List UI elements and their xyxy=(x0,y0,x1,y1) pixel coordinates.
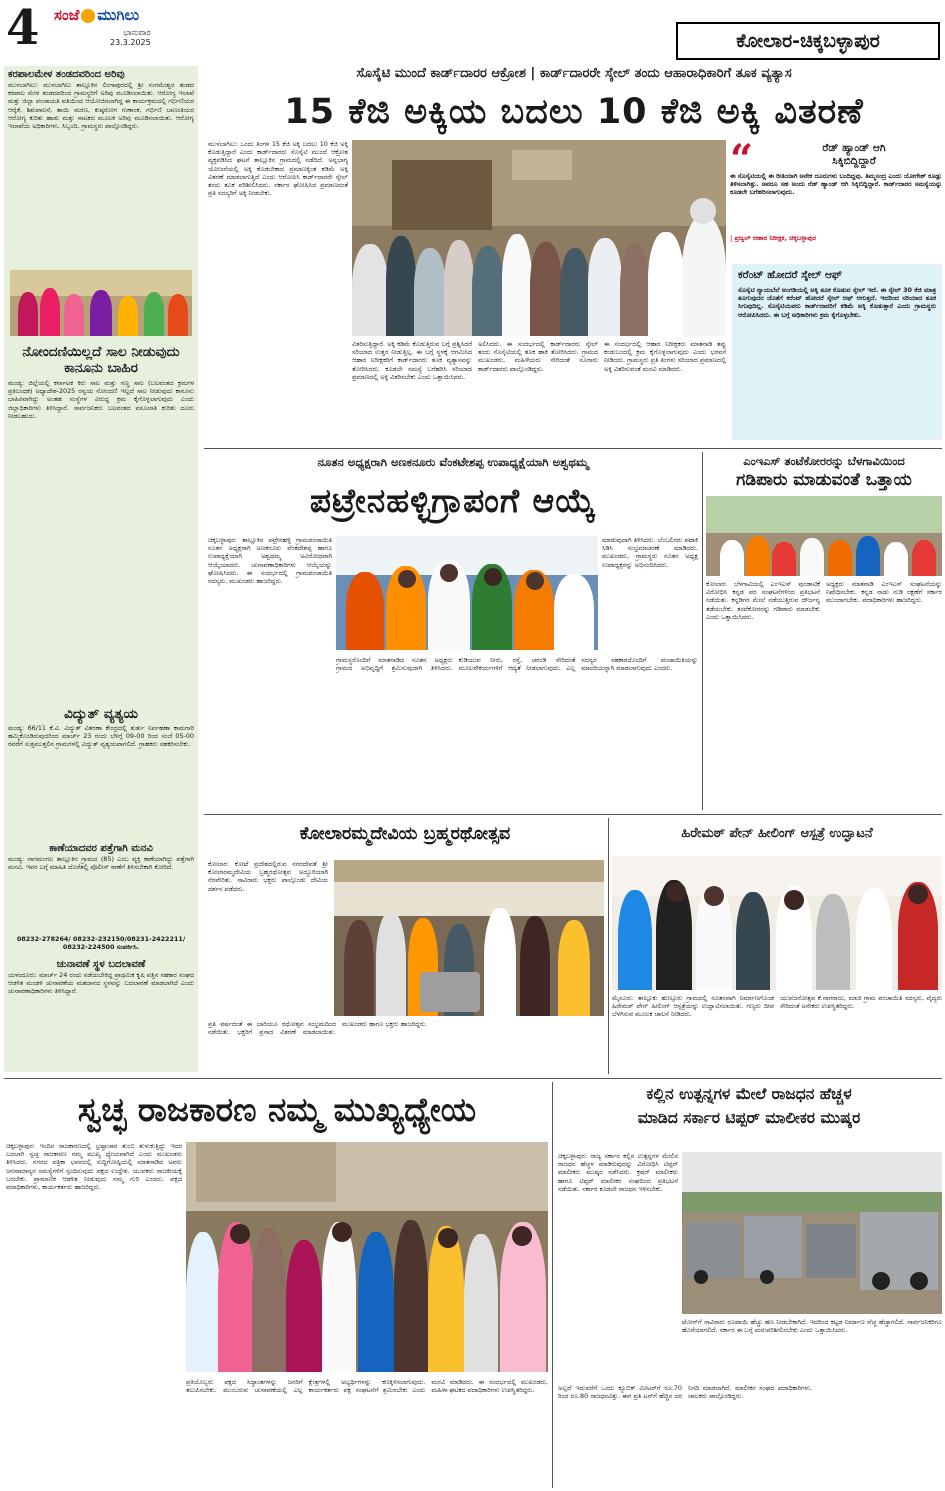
newspaper-logo xyxy=(54,6,139,24)
sun-icon xyxy=(81,9,95,23)
tipper-headline-line1: ಕಲ್ಲಿನ ಉತ್ಪನ್ನಗಳ ಮೇಲೆ ರಾಜಧನ ಹೆಚ್ಚಳ xyxy=(646,1085,852,1103)
mes-headline xyxy=(706,454,942,491)
brief-text: ಯಳಂದೂರು: ಮಾರ್ಚ್ 24 ರಂದು ನಡೆಯಬೇಕಿದ್ದ ಪ್ರಾಥಮಿಕ ಕೃಷಿ ಪತ್ತಿನ ಸಹಕಾರ ಸಂಘದ ಆಡಳಿತ ಮಂಡಳಿ ಚುನಾವಣೆಯ ಮತದಾನದ ಸ್ಥಳವನ್ನು ಬದಲಾವಣೆ ಮಾಡಲಾಗಿದೆ ಎಂದು ಚುನಾವಣಾಧಿಕಾರಿಗಳು ತಿಳಿಸಿದ್ದಾರೆ. xyxy=(8,971,194,996)
brief-text: ಮಂಡ್ಯ: ಜಿಲ್ಲೆಯಲ್ಲಿ ಕರ್ನಾಟಕ ಕಿರು ಸಾಲ ಮತ್ತು ಸಣ್ಣ ಸಾಲ (ಬಲವಂತದ ಕ್ರಮಗಳ ಪ್ರತಿಬಂಧಕ) ಅಧ್ಯಾದೇಶ-2025 ರನ್ವಯ ನೋಂದಣಿ ಇಲ್ಲದೆ ಸಾಲ ನೀಡುವುದು ಕಾನೂನು ಬಾಹಿರವಾಗಿದ್ದು ಅಂತಹ ಸಂಸ್ಥೆಗಳ ವಿರುದ್ಧ ಕ್ರಮ ಕೈಗೊಳ್ಳಲಾಗುವುದು ಎಂದು ಜಿಲ್ಲಾಧಿಕಾರಿಗಳು ತಿಳಿಸಿದ್ದಾರೆ. ಸಾರ್ವಜನಿಕರು ಬಲವಂತದ ವಸೂಲಾತಿ ಕುರಿತು ದೂರು ನೀಡಬಹುದು. xyxy=(8,379,194,420)
current-box xyxy=(732,264,942,440)
mes-headline-line1: ಎಂಇಎಸ್ ತಂಟೆಕೋರರನ್ನು ಬೆಳಗಾವಿಯಿಂದ xyxy=(743,454,905,468)
current-box-title: ಕರೆಂಟ್ ಹೋದರೆ ಸ್ಕೇಲ್ ಆಫ್ xyxy=(738,269,843,281)
panchayat-headline: ಪಟ್ರೇನಹಳ್ಳಿಗ್ರಾಪಂಗೆ ಆಯ್ಕೆ xyxy=(309,481,597,520)
temple-text-bottom: ಪ್ರತಿ ವರ್ಷದಂತೆ ಈ ಬಾರಿಯೂ ರಥೋತ್ಸವ ಸಂಭ್ರಮದಿಂದ ನಡೆಯಿತು. ಭಕ್ತರಿಗೆ ಪ್ರಸಾದ ವಿತರಣೆ ಮಾಡಲಾಯಿತು. ಮುಖಂಡರು ಹಾಗೂ ಭಕ್ತರು ಹಾಜರಿದ್ದರು. xyxy=(208,1020,428,1037)
mes-photo xyxy=(706,496,942,576)
rice-photo xyxy=(352,140,726,336)
hospital-text-col1: ಮೈಸೂರು: ತಾಲ್ಲೂಕು ಹುಣ್ಸೂರು ಗ್ರಾಮದಲ್ಲಿ ನೂತನವಾಗಿ ನಿರ್ಮಾಣಗೊಂಡ ಹಿರೇಮಠ್ ಪೇನ್ ಹೀಲಿಂಗ್ ಆಸ್ಪತ್ರೆಯನ್ನು ಉದ್ಘಾಟಿಸಲಾಯಿತು. ಗಣ್ಯರು ದೀಪ ಬೆಳಗಿಸುವ ಮೂಲಕ ಚಾಲನೆ ನೀಡಿದರು. xyxy=(612,994,774,1019)
brief-power xyxy=(8,706,194,842)
politics-text-bottom: ಪ್ರತಿಯೊಬ್ಬರು ಪಕ್ಷದ ಸಿದ್ಧಾಂತಗಳನ್ನು ಜನರಿಗೆ ತಲುಪಿಸಬೇಕು. ಮುಂಬರುವ ಚುನಾವಣೆಯಲ್ಲಿ ಎಲ್ಲ ಕ್ಷೇತ್ರಗಳಲ್ಲಿ ಅಭ್ಯರ್ಥಿಗಳನ್ನು ಕಣಕ್ಕಿಳಿಸಲಾಗುವುದು. ಕಾರ್ಯಕರ್ತರು ಪಕ್ಷ ಸಂಘಟನೆಗೆ ಶ್ರಮಿಸಬೇಕು ಎಂದು ಮನವಿ ಮಾಡಿದರು. ಈ ಸಂದರ್ಭದಲ್ಲಿ ಮುಖಂಡರು, ಮಹಿಳಾ ಘಟಕದ ಪದಾಧಿಕಾರಿಗಳು ಉಪಸ್ಥಿತರಿದ್ದರು. xyxy=(186,1378,548,1395)
quote-box xyxy=(730,136,942,246)
politics-headline: ಸ್ವಚ್ಛ ರಾಜಕಾರಣ ನಮ್ಮ ಮುಖ್ಯಧ್ಯೇಯ xyxy=(77,1090,477,1129)
masthead xyxy=(0,0,945,62)
brief-text: ಮುಳಬಾಗಿಲು: ಮುಳಬಾಗಿಲು ತಾಲ್ಲೂಕಿನ ಲಿಂಗಾಪುರದಲ್ಲಿ ಶ್ರೀ ಸಂಗಮೇಶ್ವರ ತಂಡದ ಕರಪಾಲ ಮೇಳ ತಂಡದವರಿಂದ ಗ್ರಾಮಸ್ಥರಿಗೆ ಅರಿವು ಮೂಡಿಸಲಾಯಿತು. ಆರೋಗ್ಯ ಇಲಾಖೆ ಮತ್ತು ಜಿಲ್ಲಾ ಪಂಚಾಯತಿ ವತಿಯಿಂದ ಆಯೋಜಿಸಲಾಗಿದ್ದ ಈ ಕಾರ್ಯಕ್ರಮದಲ್ಲಿ ಗರ್ಭಿಣಿಯರ ಆರೈಕೆ, ಶಿಶುಪಾಲನೆ, ತಾಯಿ ಮರಣ, ಕುಷ್ಠರೋಗ ಗುಣಾಂಕ, ಗರ್ಭಿಣಿ ಬಾಣಂತಿಯರ ಆರೋಗ್ಯ ಕುರಿತು ಹಾಡು ಮತ್ತು ನಾಟಕದ ಮೂಲಕ ಅರಿವು ಮೂಡಿಸಲಾಯಿತು. ಆರೋಗ್ಯ ಇಲಾಖೆಯ ಅಧಿಕಾರಿಗಳು, ಸಿಬ್ಬಂದಿ, ಗ್ರಾಮಸ್ಥರು ಪಾಲ್ಗೊಂಡಿದ್ದರು. xyxy=(8,81,194,131)
brief-phones: 08232-278264/ 08232-232150/08231-2422211/ 08232-224500 ಸಂಪರ್ಕಿಸಿ. xyxy=(16,935,186,952)
temple-photo xyxy=(334,860,604,1016)
temple-text-col1: ಕೋಲಾರ: ಕೋಟೆ ಪ್ರದೇಶದಲ್ಲಿರುವ ನಗರದೇವತೆ ಶ್ರೀ ಕೋಲಾರಮ್ಮದೇವಿಯ ಬ್ರಹ್ಮರಥೋತ್ಸವ ಅದ್ದೂರಿಯಾಗಿ ನೆರವೇರಿತು. ಸಾವಿರಾರು ಭಕ್ತರು ಪಾಲ್ಗೊಂಡು ದೇವಿಯ ದರ್ಶನ ಪಡೆದರು. xyxy=(208,860,328,893)
quote-title-line2: ಸಿಕ್ಕಿಬಿದ್ದಿದ್ದಾರೆ xyxy=(832,155,876,167)
current-box-text: ಸೊಸೈಟಿ ನ್ಯಾಯಬೆಲೆ ಅಂಗಡಿಯಲ್ಲಿ ಅಕ್ಕಿ ತೂಕ ಕೊಡುವ ಸ್ಕೇಲ್ ಇದೆ. ಈ ಸ್ಕೇಲ್ 30 ಕೆಜಿ ಮಾತ್ರ ತೂಗುವುದರ ಜೊತೆಗೆ ಕರೆಂಟ್ ಹೋದರೆ ಸ್ಕೇಲ್ ಆಫ್ ಆಗುತ್ತದೆ. ಇದರಿಂದ ಸರಿಯಾದ ತೂಕ ಸಿಗುವುದಿಲ್ಲ. ಸೊಸೈಟಿಯವರು ಕಾರ್ಡ್‌ದಾರರಿಗೆ ಕಡಿಮೆ ಅಕ್ಕಿ ಕೊಡುತ್ತಾರೆ ಎಂದು ಗ್ರಾಮಸ್ಥರು ಆರೋಪಿಸಿದರು. ಈ ಬಗ್ಗೆ ಅಧಿಕಾರಿಗಳು ಕ್ರಮ ಕೈಗೊಳ್ಳಬೇಕು. xyxy=(738,286,936,319)
hospital-headline: ಹಿರೇಮಠ್ ಪೇನ್ ಹೀಲಿಂಗ್ ಆಸ್ಪತ್ರೆ ಉದ್ಘಾಟನೆ xyxy=(681,826,873,841)
brief-missing xyxy=(8,842,194,951)
hospital-photo xyxy=(612,856,942,990)
politics-text-col1: ಚಿಕ್ಕಬಳ್ಳಾಪುರ: ಇಂದಿನ ರಾಜಕಾರಣದಲ್ಲಿ ಭ್ರಷ್ಟಾಚಾರ ತುಂಬಿ ತುಳುಕುತ್ತಿದ್ದು ಇದರ ಬದಲಾಗಿ ಸ್ವಚ್ಛ ರಾಜಕಾರಣ ನಮ್ಮ ಮುಖ್ಯ ಧ್ಯೇಯವಾಗಿದೆ ಎಂದು ಮುಖಂಡರು ತಿಳಿಸಿದರು. ನಗರದ ಪತ್ರಿಕಾ ಭವನದಲ್ಲಿ ಸುದ್ದಿಗೋಷ್ಠಿಯಲ್ಲಿ ಮಾತನಾಡಿದ ಅವರು ಜನಸಾಮಾನ್ಯರ ಸಮಸ್ಯೆಗಳಿಗೆ ಸ್ಪಂದಿಸುವುದು ಪಕ್ಷದ ಉದ್ದೇಶ. ಯುವಕರು ರಾಜಕೀಯಕ್ಕೆ ಬರಬೇಕು. ಪ್ರಾಮಾಣಿಕ ಆಡಳಿತ ನೀಡುವುದು ನಮ್ಮ ಗುರಿ ಎಂದರು. ಪಕ್ಷದ ಪದಾಧಿಕಾರಿಗಳು, ಕಾರ್ಯಕರ್ತರು ಹಾಜರಿದ್ದರು. xyxy=(6,1142,182,1192)
brief-title: ಕರಪಾಲಮೇಳ ತಂಡದವರಿಂದ ಅರಿವು xyxy=(8,69,125,80)
brief-text: ಮಂಡ್ಯ: 66/11 ಕೆ.ವಿ. ವಿದ್ಯುತ್ ವಿತರಣಾ ಕೇಂದ್ರದಲ್ಲಿ ತುರ್ತು ನಿರ್ವಹಣಾ ಕಾಮಗಾರಿ ಹಮ್ಮಿಕೊಂಡಿರುವುದರಿಂದ ಮಾರ್ಚ್ 23 ರಂದು ಬೆಳಿಗ್ಗೆ 09-00 ರಿಂದ ಸಂಜೆ 05-00 ರವರೆಗೆ ಸುತ್ತಮುತ್ತಲಿನ ಗ್ರಾಮಗಳಲ್ಲಿ ವಿದ್ಯುತ್ ವ್ಯತ್ಯಯವಾಗಲಿದೆ. ಗ್ರಾಹಕರು ಸಹಕರಿಸಬೇಕು. xyxy=(8,724,194,749)
tipper-headline xyxy=(556,1082,942,1130)
brief-karapala xyxy=(8,68,194,265)
brief-title: ಕಾಣೆಯಾದವರ ಪತ್ತೆಗಾಗಿ ಮನವಿ xyxy=(49,843,153,854)
tipper-text-col2: ಟೋನ್‌ಗೆ ಸಾವಿರಾರು ರೂಪಾಯಿ ಹೆಚ್ಚು ಹಣ ನೀಡಬೇಕಾಗಿದೆ. ಇದರಿಂದ ಕಟ್ಟಡ ನಿರ್ಮಾಣ ವೆಚ್ಚ ಹೆಚ್ಚಾಗಲಿದೆ. ಸಾರ್ವಜನಿಕರಿಗೂ ಹೊರೆಯಾಗಲಿದೆ. ಸರ್ಕಾರ ಈ ಬಗ್ಗೆ ಮರುಪರಿಶೀಲಿಸಬೇಕು ಎಂದು ಒತ್ತಾಯಿಸಿದರು. xyxy=(682,1318,942,1335)
quote-mark-icon: “ xyxy=(730,136,754,183)
rice-text-col3: ಅಲಿಸಿದರು. ಈ ಸಂದರ್ಭದಲ್ಲಿ ಕಾರ್ಡ್‌ದಾರರು ಸ್ಕೇಲ್ ತಂದು ಸೊಸೈಟಿಯಲ್ಲಿ ತೂಕ ಹಾಕಿ ತೋರಿಸಿದರು. ಗ್ರಾಮದ ಮುಖಂಡರು, ಮಹಿಳೆಯರು ಸೇರಿದಂತೆ ನೂರಾರು ಕಾರ್ಡ್‌ದಾರರು ಪಾಲ್ಗೊಂಡಿದ್ದರು. xyxy=(478,340,598,373)
panchayat-kicker: ನೂತನ ಅಧ್ಯಕ್ಷರಾಗಿ ಅಣಕನೂರು ವೆಂಕಟೇಶಪ್ಪ ಉಪಾಧ್ಯಕ್ಷೆಯಾಗಿ ಅಶ್ವಥಮ್ಮ xyxy=(317,455,589,469)
rice-text-col4: ಈ ಸಂದರ್ಭದಲ್ಲಿ ಆಹಾರ ನಿರೀಕ್ಷಕರು ಮಾತನಾಡಿ ತಪ್ಪು ಕಂಡುಬಂದಲ್ಲಿ ಕ್ರಮ ಕೈಗೊಳ್ಳಲಾಗುವುದು ಎಂದು ಭರವಸೆ ನೀಡಿದರು. ಗ್ರಾಮಸ್ಥರು ಪ್ರತಿ ತಿಂಗಳು ಸರಿಯಾದ ಪ್ರಮಾಣದಲ್ಲಿ ಅಕ್ಕಿ ವಿತರಿಸುವಂತೆ ಮನವಿ ಮಾಡಿದರು. xyxy=(604,340,726,373)
quote-title xyxy=(766,142,942,168)
mes-text-col2: ಅಧ್ಯಕ್ಷರು ಮಾತನಾಡಿ ಎಂಇಎಸ್ ಸಂಘಟನೆಯನ್ನು ನಿಷೇಧಿಸಬೇಕು. ಕನ್ನಡ ನಾಡು ನುಡಿ ರಕ್ಷಣೆಗೆ ಸರ್ಕಾರ ಮುಂದಾಗಬೇಕು. ಪದಾಧಿಕಾರಿಗಳು ಹಾಜರಿದ್ದರು. xyxy=(826,580,942,605)
district-label: ಕೋಲಾರ-ಚಿಕ್ಕಬಳ್ಳಾಪುರ xyxy=(676,22,940,60)
panchayat-text-col3: ಮಾಡುವುದಾಗಿ ತಿಳಿಸಿದರು. ಬೆಂಬಲಿಗರು ಪಟಾಕಿ ಸಿಡಿಸಿ ಸಂಭ್ರಮಾಚರಣೆ ಮಾಡಿದರು. ಮುಖಂಡರು, ಗ್ರಾಮಸ್ಥರು ನೂತನ ಅಧ್ಯಕ್ಷ ಉಪಾಧ್ಯಕ್ಷರನ್ನು ಅಭಿನಂದಿಸಿದರು. xyxy=(602,536,698,569)
tipper-text-bottom: ಅಲ್ಲದೆ ಇದುವರೆಗೆ ಒಂದು ಕ್ಯೂಬಿಕ್ ಮೀಟರ್‌ಗೆ ರೂ.70 ರಿಂದ ರೂ.80 ರಾಜಧನವಿತ್ತು. ಈಗ ಪ್ರತಿ ಟನ್‌ಗೆ ಹೆಚ್ಚಿನ ದರ ನಿಗದಿ ಮಾಡಲಾಗಿದೆ. ಮಾಲೀಕರ ಸಂಘದ ಪದಾಧಿಕಾರಿಗಳು, ಚಾಲಕರು ಪಾಲ್ಗೊಂಡಿದ್ದರು. xyxy=(558,1384,812,1401)
mes-headline-line2: ಗಡಿಪಾರು ಮಾಡುವಂತೆ ಒತ್ತಾಯ xyxy=(736,470,912,490)
dateline xyxy=(110,28,151,48)
rice-headline: 15 ಕೆಜಿ ಅಕ್ಕಿಯ ಬದಲು 10 ಕೆಜಿ ಅಕ್ಕಿ ವಿತರಣೆ xyxy=(284,92,864,132)
brief-election xyxy=(8,958,194,1067)
issue-day: ಭಾನುವಾರ xyxy=(123,28,151,37)
brief-text: ಮಂಡ್ಯ: ನಾಗಮಂಗಲ ತಾಲ್ಲೂಕಿನ ಗ್ರಾಮದ (85) ಎಂಬ ವ್ಯಕ್ತಿ ಕಾಣೆಯಾಗಿದ್ದು ಪತ್ತೆಗಾಗಿ ಮನವಿ. ಇವರ ಬಗ್ಗೆ ಮಾಹಿತಿ ದೊರೆತಲ್ಲಿ ಪೊಲೀಸ್ ಠಾಣೆಗೆ ತಿಳಿಸಬೇಕಾಗಿ ಕೋರಿದೆ. xyxy=(8,855,194,872)
tipper-photo xyxy=(682,1152,942,1314)
panchayat-text-col2: ಗ್ರಾಮಸ್ಥರೊಂದಿಗೆ ಮಾತನಾಡಿದ ನೂತನ ಅಧ್ಯಕ್ಷರು ಗ್ರಾಮದ ಅಭಿವೃದ್ಧಿಗೆ ಶ್ರಮಿಸುವುದಾಗಿ ತಿಳಿಸಿದರು. ಕುಡಿಯುವ ನೀರು, ರಸ್ತೆ, ಚರಂಡಿ ಸೇರಿದಂತೆ ಮೂಲಸೌಕರ್ಯಗಳಿಗೆ ಆದ್ಯತೆ ನೀಡಲಾಗುವುದು. ಎಲ್ಲ ಸದಸ್ಯರ ಸಹಕಾರದೊಂದಿಗೆ ಪಂಚಾಯಿತಿಯನ್ನು ಮಾದರಿಯನ್ನಾಗಿ ಮಾಡಲಾಗುವುದು ಎಂದರು. xyxy=(336,656,698,673)
logo-part2: ಮುಗಿಲು xyxy=(97,6,140,24)
brief-title: ವಿದ್ಯುತ್ ವ್ಯತ್ಯಯ xyxy=(64,706,138,722)
mes-text-col1: ಕೋಲಾರ: ಬೆಳಗಾವಿಯಲ್ಲಿ ಎಂಇಎಸ್ ಪುಂಡಾಟಿಕೆ ವಿರೋಧಿಸಿ ಕನ್ನಡ ಪರ ಸಂಘಟನೆಗಳಿಂದ ಪ್ರತಿಭಟನೆ ನಡೆಯಿತು. ಕನ್ನಡಿಗರ ಮೇಲೆ ನಡೆಯುತ್ತಿರುವ ದೌರ್ಜನ್ಯ ತಡೆಯಬೇಕು. ತಂಟೆಕೋರರನ್ನು ಗಡಿಪಾರು ಮಾಡಬೇಕು ಎಂದು ಒತ್ತಾಯಿಸಿದರು. xyxy=(706,580,820,621)
quote-author: | ಪ್ರಜ್ವಲ್ ಆಹಾರ ನಿರೀಕ್ಷಕ, ಚಿಕ್ಕಬಳ್ಳಾಪುರ xyxy=(730,234,816,242)
temple-headline: ಕೋಲಾರಮ್ಮದೇವಿಯ ಬ್ರಹ್ಮರಥೋತ್ಸವ xyxy=(299,824,511,844)
rice-kicker: ಸೊಸೈಟಿ ಮುಂದೆ ಕಾರ್ಡ್‌ದಾರರ ಆಕ್ರೋಶ | ಕಾರ್ಡ್‌ದಾರರೇ ಸ್ಕೇಲ್ ತಂದು ಆಹಾರಾಧಿಕಾರಿಗೆ ತೂಕ ವ್ಯತ್ಯಾಸ xyxy=(356,66,792,81)
politics-photo xyxy=(186,1142,548,1372)
left-news-column xyxy=(4,66,198,1072)
quote-title-line1: ರೆಡ್ ಹ್ಯಾಂಡ್ ಆಗಿ xyxy=(822,142,886,154)
panchayat-text-col1: ಚಿಕ್ಕಬಳ್ಳಾಪುರ: ತಾಲ್ಲೂಕಿನ ಪಟ್ರೇನಹಳ್ಳಿ ಗ್ರಾಮಪಂಚಾಯಿತಿ ನೂತನ ಅಧ್ಯಕ್ಷರಾಗಿ ಅಣಕನೂರು ವೆಂಕಟೇಶಪ್ಪ ಹಾಗೂ ಉಪಾಧ್ಯಕ್ಷೆಯಾಗಿ ಅಶ್ವಥಮ್ಮ ಅವಿರೋಧವಾಗಿ ಆಯ್ಕೆಯಾದರು. ಚುನಾವಣಾಧಿಕಾರಿಗಳು ಆಯ್ಕೆಯನ್ನು ಘೋಷಿಸಿದರು. ಈ ಸಂದರ್ಭದಲ್ಲಿ ಗ್ರಾಮಪಂಚಾಯಿತಿ ಸದಸ್ಯರು, ಮುಖಂಡರು ಹಾಜರಿದ್ದರು. xyxy=(208,536,332,586)
panchayat-photo xyxy=(336,536,598,650)
page-number: 4 xyxy=(6,0,40,56)
brief-title: ನೋಂದಣಿಯಿಲ್ಲದೆ ಸಾಲ ನೀಡುವುದು ಕಾನೂನು ಬಾಹಿರ xyxy=(22,344,180,376)
hospital-text-col2: ಯುವಜನೋತ್ಸವ ಕೆ.ನಾಗರಾಜು, ಮಾಜಿ ಗ್ರಾಮ ಪಂಚಾಯಿತಿ ಸದಸ್ಯರು, ವೈದ್ಯರು ಸೇರಿದಂತೆ ಅನೇಕರು ಉಪಸ್ಥಿತರಿದ್ದರು. xyxy=(780,994,942,1011)
brief-title: ಚುನಾವಣೆ ಸ್ಥಳ ಬದಲಾವಣೆ xyxy=(56,959,146,970)
rice-text-col1: ಮುಳಬಾಗಿಲು: ಒಂದು ತಿಂಗಳ 15 ಕೆಜಿ ಅಕ್ಕಿ ಬದಲು 10 ಕೆಜಿ ಅಕ್ಕಿ ಕೊಡುತ್ತಿದ್ದಾರೆ ಎಂದು ಕಾರ್ಡ್‌ದಾರರು ಸೊಸೈಟಿ ಮುಂದೆ ಆಕ್ರೋಶ ವ್ಯಕ್ತಪಡಿಸಿದ ಘಟನೆ ತಾಲ್ಲೂಕಿನ ಗ್ರಾಮದಲ್ಲಿ ನಡೆದಿದೆ. ಅನ್ನಭಾಗ್ಯ ಯೋಜನೆಯಲ್ಲಿ ಅಕ್ಕಿ ಕೊಡಬೇಕಾದ ಪ್ರಮಾಣಕ್ಕಿಂತ ಕಡಿಮೆ ಅಕ್ಕಿ ವಿತರಣೆ ಮಾಡಲಾಗುತ್ತಿದೆ ಎಂದು ಆರೋಪಿಸಿ ಕಾರ್ಡ್‌ದಾರರೇ ಸ್ಕೇಲ್ ತಂದು ತೂಕ ಪರಿಶೀಲಿಸಿದರು. ಸರ್ಕಾರ ಘೋಷಿಸಿದ ಪ್ರಮಾಣದಂತೆ ಪ್ರತಿ ಸದಸ್ಯರಿಗೆ ಅಕ್ಕಿ ನೀಡಬೇಕು. xyxy=(208,140,348,198)
brief-photo xyxy=(10,270,192,336)
quote-text: ಈ ಸೊಸೈಟಿಯಲ್ಲಿ ಈ ರೀತಿಯಾಗಿ ಅನೇಕ ದೂರುಗಳು ಬಂದಿದ್ದವು. ತಿಮ್ಮಸಂದ್ರ ಎಂದು ಯೋಗೇಶ್ ಕೂಡ್ಲು ತಿಳಿಸಲಾಗಿತ್ತು. ಅವರೂ ಸಹ ಅಂದು ರೆಡ್ ಹ್ಯಾಂಡ್ ಆಗಿ ಸಿಕ್ಕಿಬಿದ್ದಿದ್ದಾರೆ. ಕಾರ್ಡ್‌ದಾರರ ಸಮಸ್ಯೆಯನ್ನು ಕೂಡಲೇ ಬಗೆಹರಿಸಲಾಗುವುದು. xyxy=(730,172,942,197)
tipper-text-col1: ಚಿಕ್ಕಬಳ್ಳಾಪುರ: ರಾಜ್ಯ ಸರ್ಕಾರ ಕಲ್ಲಿನ ಉತ್ಪನ್ನಗಳ ಮೇಲಿನ ರಾಜಧನ ಹೆಚ್ಚಳ ಮಾಡಿರುವುದನ್ನು ವಿರೋಧಿಸಿ ಟಿಪ್ಪರ್ ಮಾಲೀಕರು ಮುಷ್ಕರ ನಡೆಸಿದರು. ಕ್ರಷರ್ ಮಾಲೀಕರು ಹಾಗೂ ಟಿಪ್ಪರ್ ಮಾಲೀಕರ ಸಂಘದಿಂದ ಪ್ರತಿಭಟನೆ ನಡೆಯಿತು. ಸರ್ಕಾರ ಕೂಡಲೇ ರಾಜಧನ ಇಳಿಸಬೇಕು. xyxy=(558,1152,678,1193)
issue-date: 23.3.2025 xyxy=(110,38,151,47)
rice-text-col2: ವಿತರಿಸುತ್ತಿದ್ದಾರೆ. ಅಕ್ಕಿ ಕಡಿಮೆ ಕೊಡುತ್ತಿರುವ ಬಗ್ಗೆ ಪ್ರಶ್ನಿಸಿದರೆ ಸರಿಯಾದ ಉತ್ತರ ನೀಡುತ್ತಿಲ್ಲ. ಈ ಬಗ್ಗೆ ಸ್ಥಳಕ್ಕೆ ಆಗಮಿಸಿದ ಆಹಾರ ನಿರೀಕ್ಷಕರಿಗೆ ಕಾರ್ಡ್‌ದಾರರು ತೂಕ ವ್ಯತ್ಯಾಸವನ್ನು ತೋರಿಸಿದರು. ಕೂಡಲೇ ಸಮಸ್ಯೆ ಬಗೆಹರಿಸಿ ಸರಿಯಾದ ಪ್ರಮಾಣದಲ್ಲಿ ಅಕ್ಕಿ ವಿತರಿಸಬೇಕು ಎಂದು ಒತ್ತಾಯಿಸಿದರು. xyxy=(352,340,472,381)
logo-part1: ಸಂಜೆ xyxy=(54,6,80,24)
tipper-headline-line2: ಮಾಡಿದ ಸರ್ಕಾರ ಟಿಪ್ಪರ್ ಮಾಲೀಕರ ಮುಷ್ಕರ xyxy=(637,1109,861,1127)
brief-loan xyxy=(8,344,194,709)
